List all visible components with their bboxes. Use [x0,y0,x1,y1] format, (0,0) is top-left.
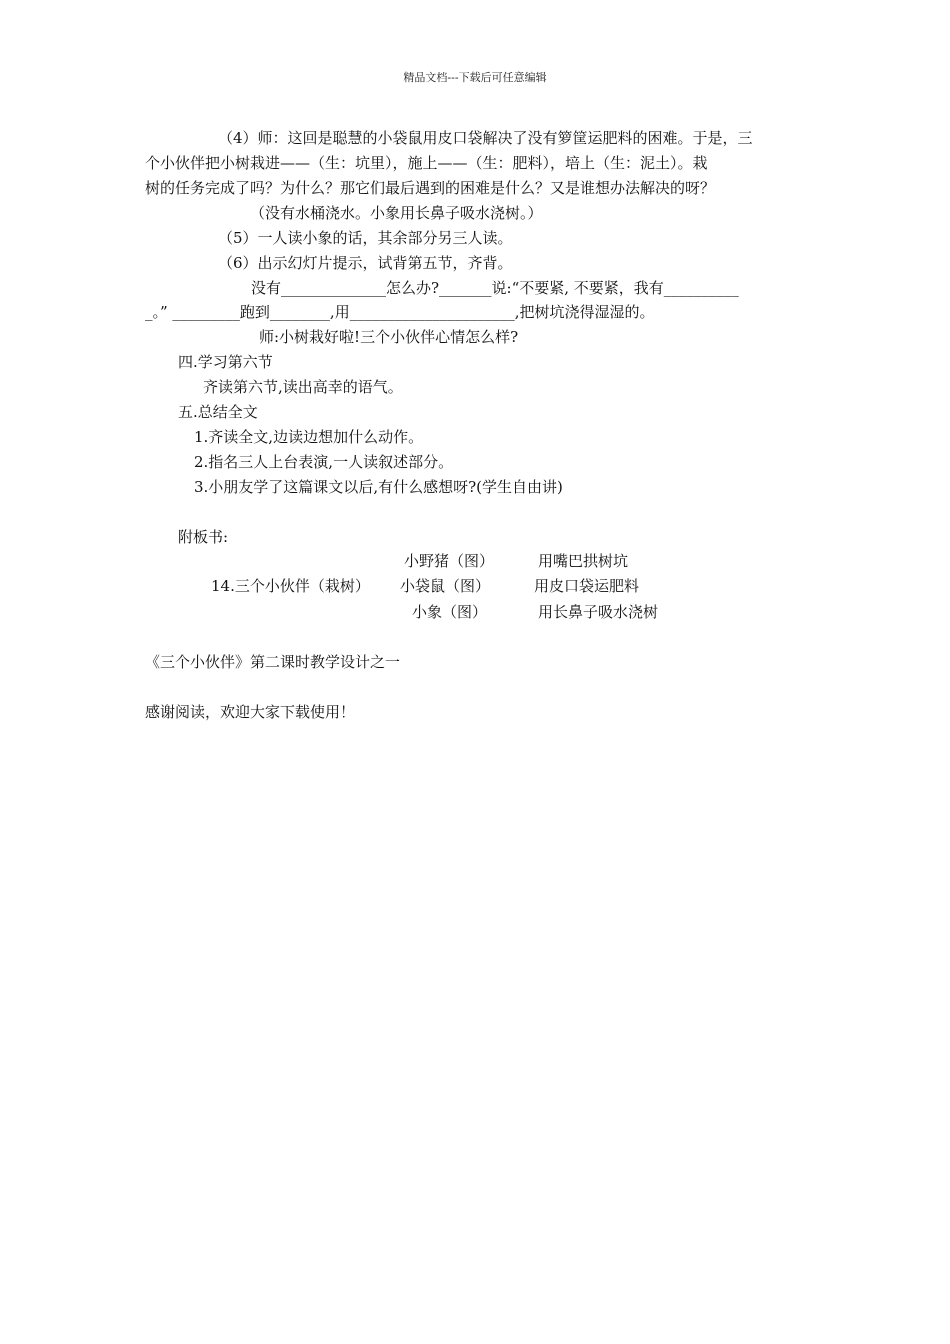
paragraph-4-line-3: 树的任务完成了吗？为什么？那它们最后遇到的困难是什么？又是谁想办法解决的呀？ [145,179,716,197]
board-animal-3: 小象（图） [412,603,488,621]
paragraph-4-line-2: 个小伙伴把小树栽进——（生：坑里），施上——（生：肥料），培上（生：泥土）。栽 [145,154,708,172]
section-4-title: 四.学习第六节 [178,353,273,371]
paragraph-4-answer: （没有水桶浇水。小象用长鼻子吸水浇树。） [250,204,543,222]
board-title: 14.三个小伙伴（栽树） [211,577,370,595]
thanks-note: 感谢阅读，欢迎大家下载使用！ [145,703,356,721]
section-5-item-3: 3.小朋友学了这篇课文以后,有什么感想呀?(学生自由讲) [194,478,563,496]
page-header: 精品文档---下载后可任意编辑 [403,71,547,84]
section-5-item-1: 1.齐读全文,边读边想加什么动作。 [194,428,424,446]
fill-in-line-1: 没有______________怎么办?_______说:“不要紧, 不要紧，我有__________ [251,279,739,297]
section-5-item-2: 2.指名三人上台表演,一人读叙述部分。 [194,453,454,471]
section-4-text: 齐读第六节,读出高幸的语气。 [203,378,403,396]
section-5-title: 五.总结全文 [178,403,258,421]
board-action-1: 用嘴巴拱树坑 [538,552,629,570]
paragraph-5: （5）一人读小象的话，其余部分另三人读。 [218,229,513,247]
paragraph-4-line-1: （4）师：这回是聪慧的小袋鼠用皮口袋解决了没有箩筐运肥料的困难。于是，三 [218,129,753,147]
board-animal-1: 小野猪（图） [404,552,495,570]
board-action-3: 用长鼻子吸水浇树 [538,603,659,621]
board-animal-2: 小袋鼠（图） [400,577,491,595]
document-title: 《三个小伙伴》第二课时教学设计之一 [145,653,401,671]
paragraph-6: （6）出示幻灯片提示，试背第五节，齐背。 [218,254,513,272]
board-action-2: 用皮口袋运肥料 [534,577,640,595]
fill-in-line-2: _。” _________跑到________,用______________________,把树坑浇得湿湿的。 [145,303,655,321]
board-label: 附板书: [178,528,229,546]
teacher-question: 师:小树栽好啦!三个小伙伴心情怎么样? [259,328,519,346]
